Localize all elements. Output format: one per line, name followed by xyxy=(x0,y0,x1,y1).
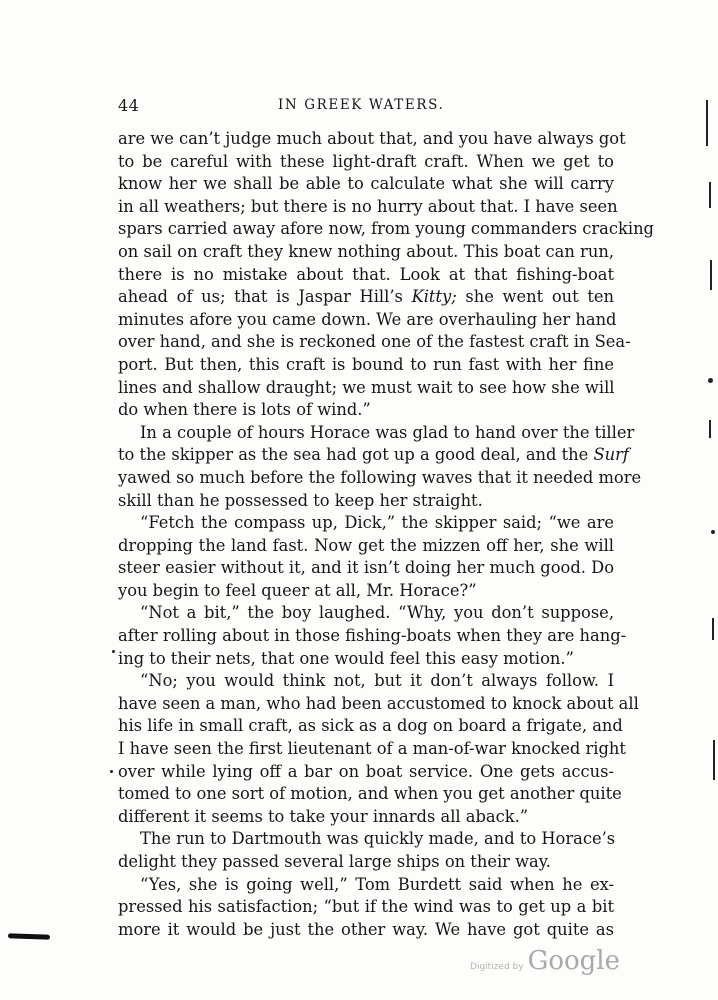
page-number: 44 xyxy=(118,96,140,115)
text-line: different it seems to take your innards all aback.” xyxy=(118,806,529,826)
scan-edge-mark xyxy=(706,100,708,146)
text-line: delight they passed several large ships on their way. xyxy=(118,852,551,871)
text-line: “No; you would think not, but it don’t always follow. I xyxy=(140,671,614,691)
running-head: IN GREEK WATERS. xyxy=(278,97,445,113)
watermark-logo: Google xyxy=(527,946,620,976)
text-line: do when there is lots of wind.” xyxy=(118,400,371,420)
text-line: steer easier without it, and it isn’t doing her much good. Do xyxy=(118,558,614,578)
scan-edge-mark xyxy=(713,740,715,780)
text-line: in all weathers; but there is no hurry about that. I have seen xyxy=(118,196,618,216)
text-line: lines and shallow draught; we must wait to see how she will xyxy=(118,377,615,397)
text-span: she went out ten xyxy=(456,287,614,307)
text-line: I have seen the first lieutenant of a man-of-war knocked right xyxy=(118,739,626,759)
scan-edge-mark xyxy=(709,182,711,208)
text-span: ahead of us; that is Jaspar Hill’s xyxy=(118,287,412,307)
text-line: port. But then, this craft is bound to run fast with her fine xyxy=(118,354,614,374)
watermark-prefix: Digitized by xyxy=(470,962,524,972)
scan-edge-mark xyxy=(709,420,711,438)
scan-edge-mark xyxy=(112,650,115,653)
text-line: more it would be just the other way. We have got quite as xyxy=(118,919,614,939)
text-line xyxy=(118,286,614,309)
text-line: The run to Dartmouth was quickly made, and to Horace’s xyxy=(140,829,616,849)
text-line: dropping the land fast. Now get the mizzen off her, she will xyxy=(118,535,614,555)
text-line: skill than he possessed to keep her straight. xyxy=(118,490,483,510)
scan-edge-mark xyxy=(712,618,714,640)
text-line: minutes afore you came down. We are overhauling her hand xyxy=(118,309,617,329)
scan-edge-mark xyxy=(110,770,113,773)
text-line: you begin to feel queer at all, Mr. Horace?” xyxy=(118,580,477,600)
italic-name: Surf xyxy=(593,445,629,465)
text-line: to be careful with these light-draft craft. When we get to xyxy=(118,151,614,171)
text-line: on sail on craft they knew nothing about. This boat can run, xyxy=(118,241,614,261)
body-text xyxy=(118,128,654,941)
digitization-watermark xyxy=(470,946,620,976)
text-line: have seen a man, who had been accustomed to knock about all xyxy=(118,693,639,713)
text-line: yawed so much before the following waves that it needed more xyxy=(118,467,642,487)
text-line: his life in small craft, as sick as a dog on board a frigate, and xyxy=(118,716,623,736)
text-line xyxy=(118,444,629,467)
text-line: after rolling about in those fishing-boats when they are hang- xyxy=(118,626,627,646)
text-line: spars carried away afore now, from young commanders cracking xyxy=(118,219,654,239)
scan-edge-mark xyxy=(711,530,715,534)
text-line: “Fetch the compass up, Dick,” the skipper said; “we are xyxy=(140,513,614,533)
text-line: know her we shall be able to calculate what she will carry xyxy=(118,174,614,194)
text-line: are we can’t judge much about that, and you have always got xyxy=(118,129,626,148)
text-span: to the skipper as the sea had got up a good deal, and the xyxy=(118,445,594,465)
scan-edge-mark xyxy=(710,260,712,290)
italic-name: Kitty; xyxy=(411,287,457,307)
scan-edge-mark xyxy=(708,378,713,383)
text-line: over while lying off a bar on boat service. One gets accus- xyxy=(118,761,614,781)
text-line: In a couple of hours Horace was glad to hand over the tiller xyxy=(140,422,635,442)
text-line: “Yes, she is going well,” Tom Burdett said when he ex- xyxy=(140,874,614,894)
text-line: tomed to one sort of motion, and when you get another quite xyxy=(118,784,622,804)
text-line: ing to their nets, that one would feel this easy motion.” xyxy=(118,648,574,668)
scan-smudge-mark xyxy=(8,933,50,939)
text-line: there is no mistake about that. Look at that fishing-boat xyxy=(118,264,614,284)
text-line: pressed his satisfaction; “but if the wind was to get up a bit xyxy=(118,897,614,917)
text-line: over hand, and she is reckoned one of the fastest craft in Sea- xyxy=(118,332,631,352)
text-line: “Not a bit,” the boy laughed. “Why, you don’t suppose, xyxy=(140,603,614,623)
page-header xyxy=(118,96,618,120)
